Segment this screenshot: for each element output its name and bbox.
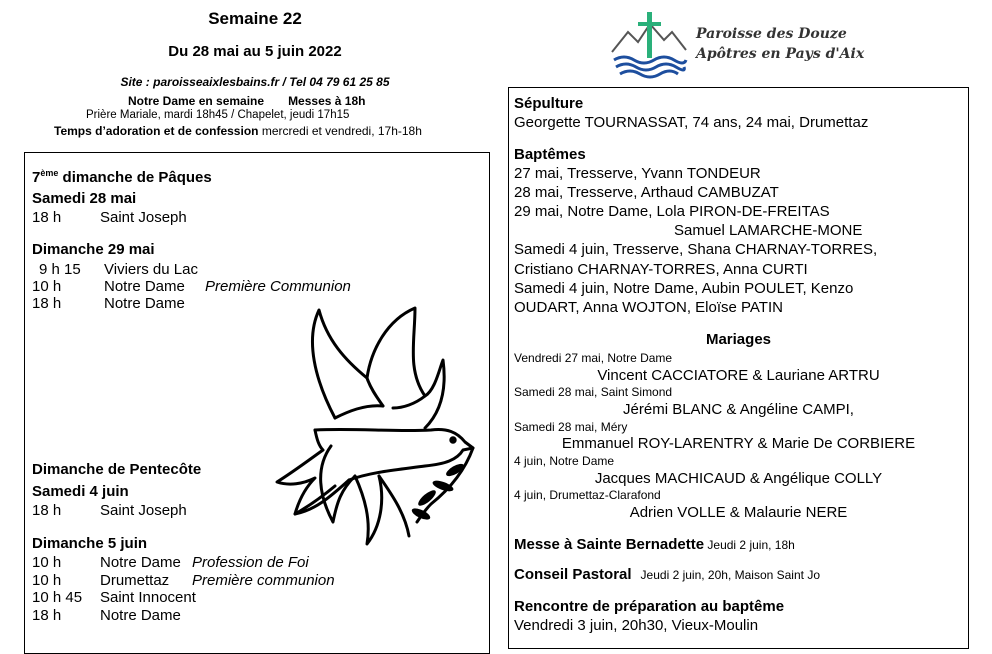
pentecost-heading: Dimanche de Pentecôte: [32, 461, 202, 478]
mass-place: Notre Dame: [104, 295, 185, 312]
sainte-bernadette-label: Messe à Sainte Bernadette: [514, 536, 705, 553]
week-title: Semaine 22: [208, 9, 302, 28]
mass-note: Première communion: [192, 572, 335, 589]
mass-time: 10 h: [32, 278, 62, 295]
mass-time: 9 h 15: [39, 261, 81, 278]
wedding-couple: Vincent CACCIATORE & Lauriane ARTRU: [597, 367, 880, 384]
saturday-4-heading: Samedi 4 juin: [32, 483, 129, 500]
baptism-prep-heading: Rencontre de préparation au baptême: [514, 598, 785, 615]
mass-place: Notre Dame: [104, 278, 185, 295]
mass-place: Notre Dame: [100, 607, 181, 624]
mass-time: 10 h: [32, 572, 62, 589]
burial-heading: Sépulture: [514, 95, 584, 112]
wedding-couple: Jacques MACHICAUD & Angélique COLLY: [594, 470, 883, 487]
baptisms-heading: Baptêmes: [514, 146, 586, 163]
weddings-heading: Mariages: [705, 331, 772, 348]
sunday-29-heading: Dimanche 29 mai: [32, 241, 155, 258]
dove-image: [275, 300, 493, 548]
dove-with-olive-branch-icon: [275, 300, 493, 548]
cross-mountains-water-icon: [608, 10, 688, 80]
sunday-easter-heading: 7ème dimanche de Pâques: [32, 168, 212, 186]
mass-time: 18 h: [32, 502, 62, 519]
baptism-line: Samedi 4 juin, Notre Dame, Aubin POULET, Kenzo: [514, 280, 854, 297]
pastoral-council: [514, 566, 820, 583]
wedding-couple: Adrien VOLLE & Malaurie NERE: [629, 504, 848, 521]
sainte-bernadette-detail: Jeudi 2 juin, 18h: [704, 538, 795, 552]
baptism-line: Cristiano CHARNAY-TORRES, Anna CURTI: [514, 261, 808, 278]
baptism-line: 28 mai, Tresserve, Arthaud CAMBUZAT: [514, 184, 779, 201]
wedding-when: 4 juin, Notre Dame: [514, 454, 615, 468]
week-dates: Du 28 mai au 5 juin 2022: [168, 43, 342, 60]
mass-place: Saint Innocent: [100, 589, 196, 606]
wedding-couple: Jérémi BLANC & Angéline CAMPI,: [623, 401, 854, 418]
baptism-line: OUDART, Anna WOJTON, Eloïse PATIN: [514, 299, 783, 316]
adoration-label: Temps d’adoration et de confession: [54, 124, 259, 138]
sunday-5-heading: Dimanche 5 juin: [32, 535, 148, 552]
baptism-line: Samedi 4 juin, Tresserve, Shana CHARNAY-TORRES,: [514, 241, 878, 258]
mass-time: 10 h: [32, 554, 62, 571]
mass-note: Profession de Foi: [192, 554, 309, 571]
adoration-line: [54, 124, 422, 138]
parish-name: [696, 24, 864, 64]
weekday-mass-line: [128, 94, 365, 108]
mass-place: Drumettaz: [100, 572, 170, 589]
sainte-bernadette-mass: [514, 536, 795, 553]
pastoral-council-label: Conseil Pastoral: [514, 566, 632, 583]
adoration-detail: mercredi et vendredi, 17h-18h: [258, 124, 422, 138]
baptism-line: 29 mai, Notre Dame, Lola PIRON-DE-FREITAS: [514, 203, 830, 220]
mass-place: Notre Dame: [100, 554, 181, 571]
mass-place: Saint Joseph: [100, 209, 187, 226]
mass-place: Viviers du Lac: [104, 261, 198, 278]
pastoral-council-detail: Jeudi 2 juin, 20h, Maison Saint Jo: [640, 568, 820, 582]
prayer-line: Prière Mariale, mardi 18h45 / Chapelet, jeudi 17h15: [86, 109, 350, 121]
burial-entry: Georgette TOURNASSAT, 74 ans, 24 mai, Drumettaz: [514, 114, 869, 131]
announcements-box: [508, 87, 969, 649]
wedding-when: Vendredi 27 mai, Notre Dame: [514, 351, 673, 365]
wedding-when: 4 juin, Drumettaz-Clarafond: [514, 488, 661, 502]
mass-time: 18 h: [32, 209, 62, 226]
mass-place: Saint Joseph: [100, 502, 187, 519]
mass-time: 10 h 45: [32, 589, 83, 606]
mass-note: Première Communion: [205, 278, 351, 295]
baptism-line: Samuel LAMARCHE-MONE: [674, 222, 863, 239]
mass-time: 18 h: [32, 607, 62, 624]
parish-name-line-2: Apôtres en Pays d'Aix: [696, 46, 865, 62]
site-phone-line: Site : paroisseaixlesbains.fr / Tel 04 79 61 25 85: [120, 75, 390, 89]
wedding-when: Samedi 28 mai, Saint Simond: [514, 385, 673, 399]
weekday-label: Notre Dame en semaine: [128, 94, 265, 108]
baptism-prep-detail: Vendredi 3 juin, 20h30, Vieux-Moulin: [514, 617, 759, 634]
baptism-line: 27 mai, Tresserve, Yvann TONDEUR: [514, 165, 761, 182]
saturday-28-heading: Samedi 28 mai: [32, 190, 137, 207]
parish-name-line-1: Paroisse des Douze: [696, 26, 847, 42]
superscript: ème: [40, 168, 59, 178]
weekday-mass-time: Messes à 18h: [288, 94, 366, 108]
wedding-when: Samedi 28 mai, Méry: [514, 420, 628, 434]
parish-logo: [608, 10, 688, 80]
wedding-couple: Emmanuel ROY-LARENTRY & Marie De CORBIERE: [561, 435, 916, 452]
mass-time: 18 h: [32, 295, 62, 312]
